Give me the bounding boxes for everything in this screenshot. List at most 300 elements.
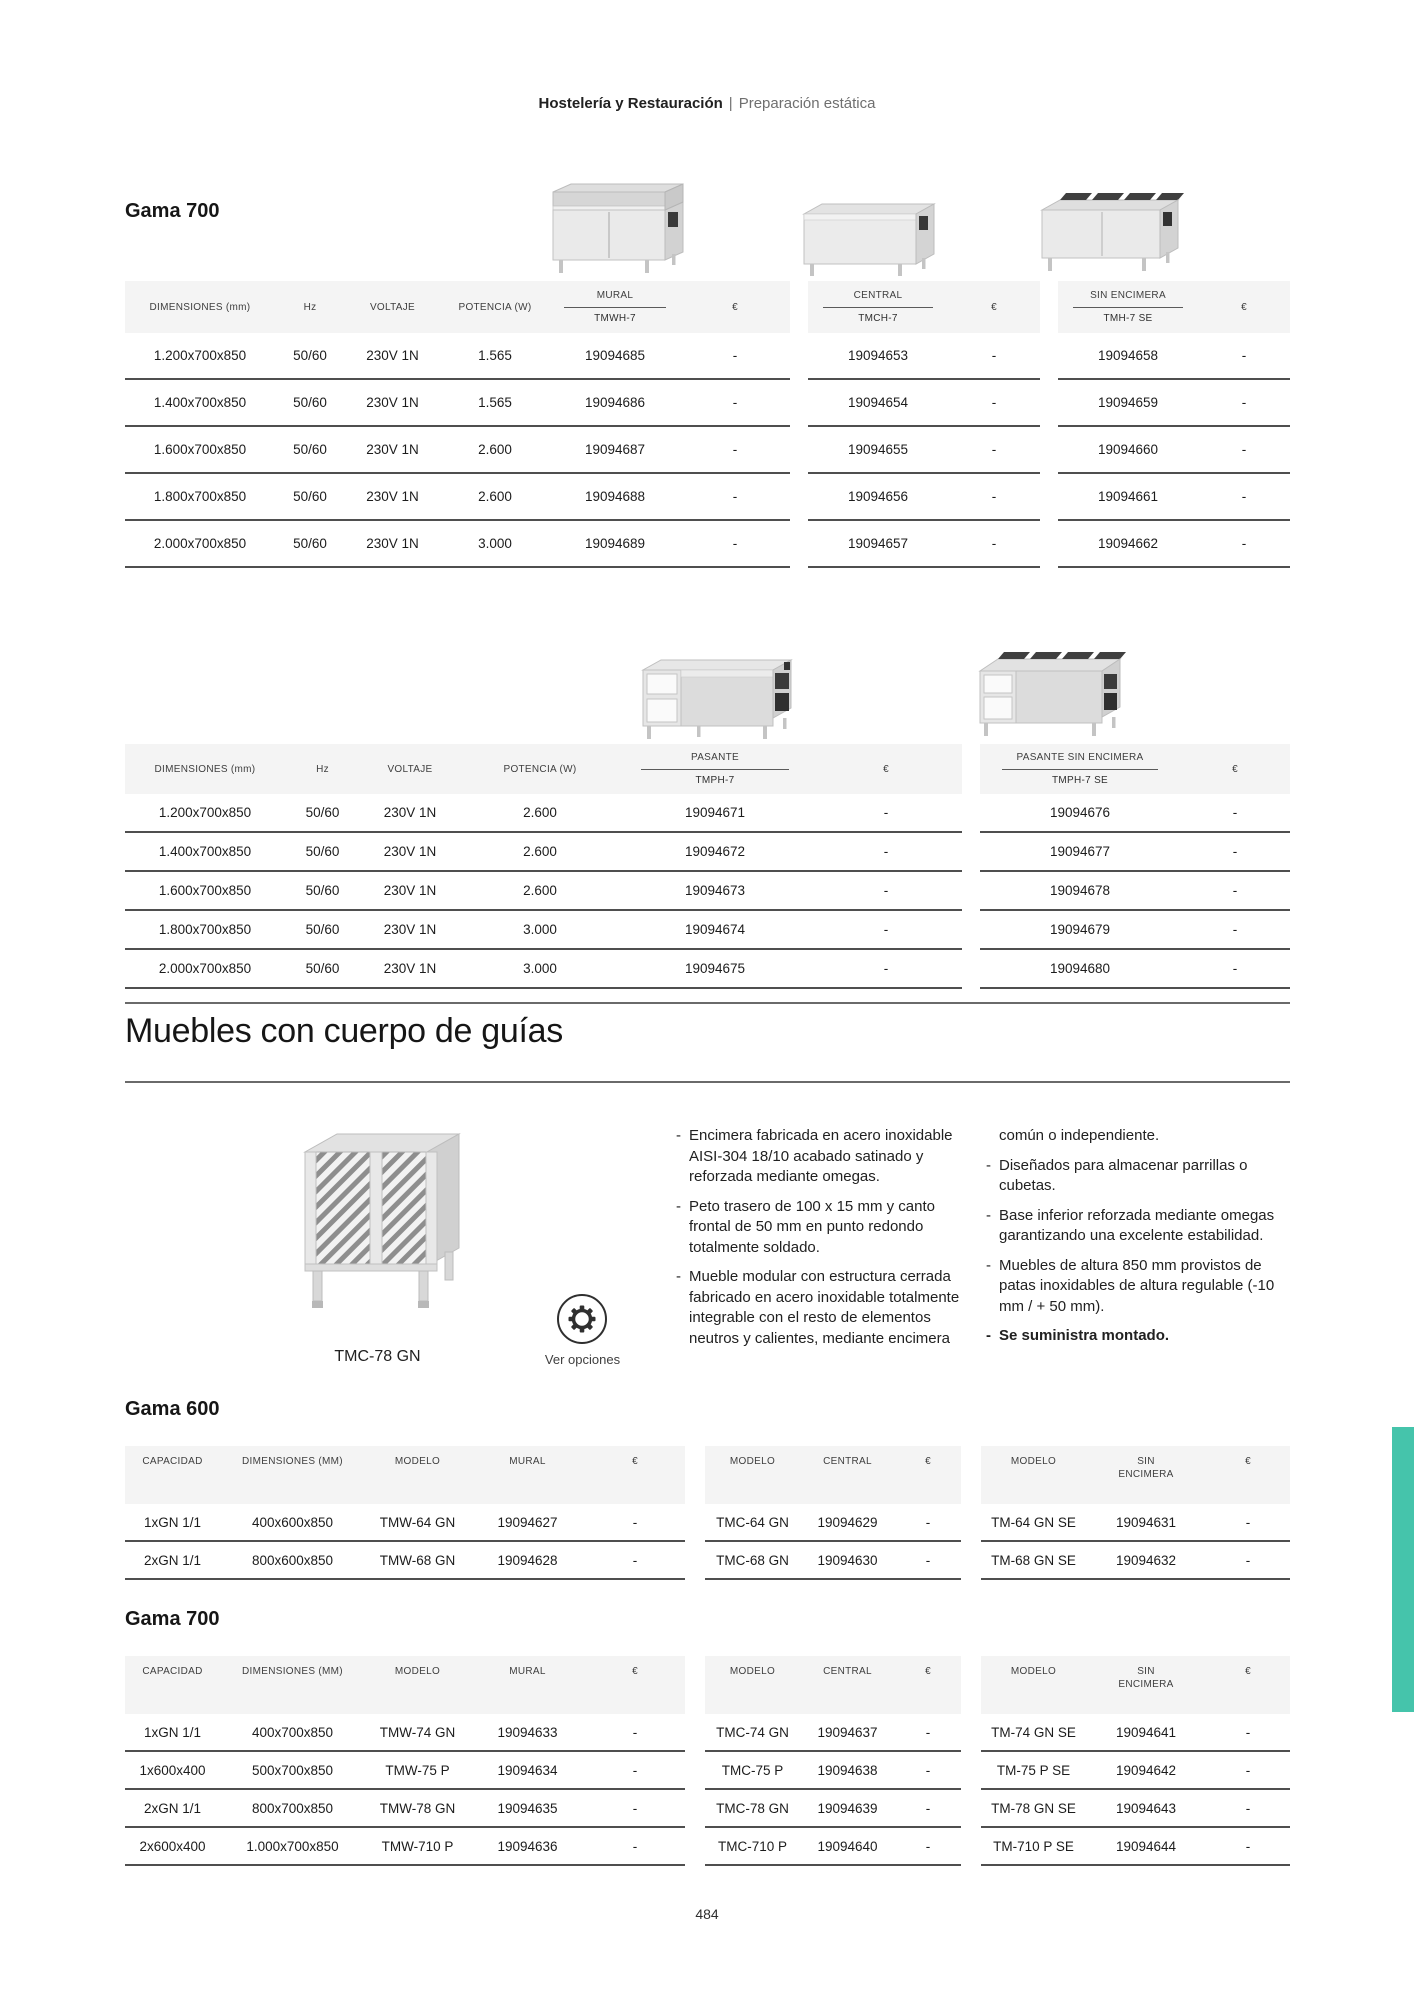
- cell: -: [1241, 348, 1247, 363]
- bullet-dash: -: [986, 1206, 991, 1224]
- cell: -: [1232, 922, 1238, 937]
- col-header-hz: Hz: [316, 763, 329, 775]
- cell: 19094688: [584, 489, 646, 504]
- table-group-mural: [125, 1446, 685, 1580]
- central-cabinet-image: [798, 192, 948, 280]
- cell: -: [1241, 489, 1247, 504]
- col-header-sin-encimera: [1058, 289, 1198, 325]
- table-group-pasante-sin-encimera: [980, 744, 1290, 989]
- table-row: [125, 1752, 685, 1790]
- cell: 230V 1N: [383, 961, 437, 976]
- table-row: [125, 1714, 685, 1752]
- col-header-euro: €: [925, 1666, 931, 1677]
- table-row: [1058, 333, 1290, 380]
- cell: 19094654: [847, 395, 909, 410]
- col-header-modelo: MODELO: [394, 1456, 441, 1467]
- cell: 3.000: [523, 922, 557, 937]
- col-header-mural: [550, 289, 680, 325]
- table-row: [981, 1542, 1290, 1580]
- cell: -: [632, 1762, 638, 1778]
- options-link[interactable]: Ver opciones: [544, 1352, 621, 1367]
- cell: 19094640: [817, 1838, 878, 1854]
- table-gama700-mural: [125, 281, 1290, 568]
- col-header-modelo: MODELO: [394, 1666, 441, 1677]
- header-underline: [641, 769, 789, 770]
- cell: -: [1241, 395, 1247, 410]
- header-underline: [564, 307, 665, 308]
- col-header-euro: €: [991, 301, 997, 313]
- bullet-dash: -: [676, 1268, 681, 1285]
- cell: 19094675: [684, 961, 746, 976]
- col-header-modelo: MODELO: [1010, 1456, 1057, 1467]
- cell: 19094679: [1049, 922, 1111, 937]
- cell: 19094689: [584, 536, 646, 551]
- cell: -: [732, 348, 738, 363]
- table-header-row: [981, 1656, 1290, 1714]
- col-header-central: CENTRAL: [823, 1456, 872, 1467]
- bullet-dash: -: [676, 1127, 681, 1144]
- table-row: [125, 833, 962, 872]
- cell: 2x600x400: [139, 1838, 206, 1854]
- cell: 19094643: [1115, 1800, 1177, 1816]
- cell: TMW-68 GN: [379, 1552, 456, 1568]
- cell: 1.600x700x850: [153, 442, 247, 457]
- cell: 19094636: [497, 1838, 558, 1854]
- cell: 19094632: [1115, 1552, 1177, 1568]
- table-group-specs-mural: [125, 281, 790, 568]
- bullet-dash: -: [676, 1197, 681, 1215]
- cell: 500x700x850: [251, 1762, 334, 1778]
- cell: 19094677: [1049, 844, 1111, 859]
- cell: 19094672: [684, 844, 746, 859]
- cell: 19094676: [1049, 805, 1111, 820]
- cell: 2xGN 1/1: [143, 1552, 202, 1568]
- header-underline: [1073, 307, 1182, 308]
- feature-bullet: [986, 1156, 1286, 1197]
- cell: 19094671: [684, 805, 746, 820]
- cell: 19094673: [684, 883, 746, 898]
- pasante-cabinet-image: [635, 646, 810, 744]
- cell: 2.600: [523, 844, 557, 859]
- feature-bullet: [676, 1126, 968, 1188]
- col-header-voltaje: VOLTAJE: [369, 301, 416, 313]
- bullet-text: Muebles de altura 850 mm provistos de patas inoxidables de altura regulable (-10 mm / + 50 mm).: [999, 1256, 1275, 1315]
- cell: 19094641: [1115, 1724, 1177, 1740]
- breadcrumb-separator: |: [728, 95, 733, 112]
- mural-cabinet-image: [545, 176, 700, 278]
- cell: 2xGN 1/1: [143, 1800, 202, 1816]
- cell: -: [1232, 844, 1238, 859]
- cell: -: [991, 489, 997, 504]
- cell: 230V 1N: [366, 536, 419, 551]
- cell: 19094687: [584, 442, 646, 457]
- cell: -: [1245, 1800, 1251, 1816]
- table-group-sin-encimera: [1058, 281, 1290, 568]
- cell: 19094628: [497, 1552, 558, 1568]
- cell: TMC-78 GN: [716, 1800, 789, 1816]
- cell: 1.400x700x850: [153, 395, 247, 410]
- model-code: TMH-7 SE: [1103, 313, 1153, 324]
- col-header-central: [808, 289, 948, 325]
- cell: -: [925, 1762, 931, 1778]
- cell: -: [732, 489, 738, 504]
- section-title-gama-700: Gama 700: [125, 200, 220, 222]
- cell: TMW-64 GN: [379, 1514, 456, 1530]
- cell: TM-75 P SE: [996, 1762, 1071, 1778]
- cell: -: [1245, 1762, 1251, 1778]
- cell: 19094644: [1115, 1838, 1177, 1854]
- table-row: [980, 950, 1290, 989]
- table-row: [980, 872, 1290, 911]
- col-header-mural: MURAL: [509, 1456, 546, 1467]
- table-row: [808, 380, 1040, 427]
- cell: 19094660: [1097, 442, 1159, 457]
- table-row: [1058, 474, 1290, 521]
- col-header-euro: €: [1245, 1666, 1251, 1677]
- col-header-modelo: MODELO: [729, 1456, 776, 1467]
- table-row: [1058, 380, 1290, 427]
- table-gama700-bottom: [125, 1656, 1290, 1866]
- cell: -: [732, 395, 738, 410]
- col-header-capacidad: CAPACIDAD: [142, 1456, 203, 1467]
- cell: -: [632, 1724, 638, 1740]
- group-label: MURAL: [596, 290, 634, 301]
- breadcrumb: [0, 95, 1414, 112]
- cell: 400x700x850: [251, 1724, 334, 1740]
- col-header-modelo: MODELO: [1010, 1666, 1057, 1677]
- cell: 1.600x700x850: [158, 883, 252, 898]
- col-header-euro: €: [883, 763, 889, 775]
- table-gama600: [125, 1446, 1290, 1580]
- table-row: [705, 1714, 961, 1752]
- table-gama700-pasante: [125, 744, 1290, 989]
- cell: 50/60: [305, 805, 340, 820]
- table-row: [125, 950, 962, 989]
- cell: 19094657: [847, 536, 909, 551]
- table-group-sin-encimera: [981, 1656, 1290, 1866]
- cell: 230V 1N: [366, 489, 419, 504]
- cell: -: [1245, 1838, 1251, 1854]
- cell: -: [925, 1800, 931, 1816]
- cell: TMW-710 P: [381, 1838, 454, 1854]
- divider-line: [125, 1002, 1290, 1004]
- col-header-modelo: MODELO: [729, 1666, 776, 1677]
- cell: 800x700x850: [251, 1800, 334, 1816]
- table-header-row: [705, 1446, 961, 1504]
- table-row: [125, 794, 962, 833]
- cell: 19094638: [817, 1762, 878, 1778]
- cell: 1.400x700x850: [158, 844, 252, 859]
- header-text: SIN ENCIMERA: [1118, 1666, 1174, 1690]
- table-row: [705, 1752, 961, 1790]
- col-header-euro: €: [632, 1456, 638, 1467]
- col-header-dimensiones: DIMENSIONES (MM): [242, 1456, 343, 1467]
- cell: TMW-74 GN: [379, 1724, 456, 1740]
- cell: -: [1245, 1514, 1251, 1530]
- cell: -: [1232, 883, 1238, 898]
- cell: -: [1241, 442, 1247, 457]
- group-label: PASANTE: [690, 752, 740, 763]
- cell: -: [632, 1838, 638, 1854]
- table-header-row: [981, 1446, 1290, 1504]
- cell: 50/60: [293, 442, 327, 457]
- cell: -: [883, 961, 889, 976]
- table-row: [125, 521, 790, 568]
- cell: 19094674: [684, 922, 746, 937]
- bullet-text: Se suministra montado.: [999, 1327, 1170, 1344]
- cell: 230V 1N: [366, 348, 419, 363]
- table-group-central: [808, 281, 1040, 568]
- cell: 19094629: [817, 1514, 878, 1530]
- bullet-continuation: común o independiente.: [999, 1127, 1160, 1144]
- cell: -: [883, 883, 889, 898]
- col-header-potencia: POTENCIA (W): [503, 763, 577, 775]
- table-row: [125, 380, 790, 427]
- cell: 2.000x700x850: [158, 961, 252, 976]
- feature-bullet: [986, 1256, 1286, 1318]
- cell: TM-68 GN SE: [991, 1552, 1076, 1568]
- table-row: [980, 833, 1290, 872]
- group-label: PASANTE SIN ENCIMERA: [1016, 752, 1144, 763]
- cell: 2.600: [478, 489, 512, 504]
- cell: 19094661: [1097, 489, 1159, 504]
- cell: -: [925, 1838, 931, 1854]
- col-header-euro: €: [1241, 301, 1247, 313]
- section-title-gama-700-bottom: Gama 700: [125, 1608, 220, 1630]
- bullet-text: Base inferior reforzada mediante omegas garantizando una excelente estabilidad.: [999, 1206, 1275, 1244]
- bullet-text: Peto trasero de 100 x 15 mm y canto frontal de 50 mm en punto redondo totalmente soldado.: [689, 1197, 935, 1256]
- bullet-dash: -: [986, 1256, 991, 1274]
- cell: 230V 1N: [383, 844, 437, 859]
- table-row: [1058, 521, 1290, 568]
- cell: 19094633: [497, 1724, 558, 1740]
- cell: 230V 1N: [383, 883, 437, 898]
- cell: TMW-78 GN: [379, 1800, 456, 1816]
- bullet-text: Encimera fabricada en acero inoxidable AISI-304 18/10 acabado satinado y reforzada mediante omegas.: [689, 1127, 953, 1185]
- cell: TMC-74 GN: [716, 1724, 789, 1740]
- cell: 1xGN 1/1: [143, 1514, 202, 1530]
- cell: 50/60: [293, 536, 327, 551]
- cell: 1x600x400: [139, 1762, 206, 1778]
- cell: 1.565: [478, 395, 512, 410]
- cell: 19094656: [847, 489, 909, 504]
- feature-bullet: [986, 1206, 1286, 1247]
- table-row: [125, 1542, 685, 1580]
- cell: 1.200x700x850: [153, 348, 247, 363]
- cell: 50/60: [305, 961, 340, 976]
- cell: 230V 1N: [383, 805, 437, 820]
- cell: 1xGN 1/1: [143, 1724, 202, 1740]
- cell: 19094658: [1097, 348, 1159, 363]
- table-row: [808, 474, 1040, 521]
- bullet-text: Mueble modular con estructura cerrada fabricado en acero inoxidable totalmente integrable con el resto de elementos neutros y calientes, mediante encimera: [689, 1268, 960, 1347]
- cell: TMC-68 GN: [716, 1552, 789, 1568]
- col-header-dimensiones: DIMENSIONES (mm): [154, 763, 256, 775]
- table-row: [808, 333, 1040, 380]
- cell: 1.800x700x850: [158, 922, 252, 937]
- col-header-pasante: [620, 751, 810, 787]
- gear-icon[interactable]: [556, 1293, 608, 1345]
- group-label: SIN ENCIMERA: [1090, 290, 1166, 301]
- cell: -: [925, 1724, 931, 1740]
- table-header-row: [705, 1656, 961, 1714]
- cell: 50/60: [305, 883, 340, 898]
- cell: 1.565: [478, 348, 512, 363]
- table-group-specs-pasante: [125, 744, 962, 989]
- table-row: [808, 427, 1040, 474]
- cell: -: [1245, 1724, 1251, 1740]
- edge-accent-bar: [1392, 1427, 1414, 1712]
- cell: -: [883, 844, 889, 859]
- features-column-2: [986, 1126, 1286, 1356]
- cell: 19094634: [497, 1762, 558, 1778]
- cell: TMC-64 GN: [716, 1514, 789, 1530]
- col-header-sin-encimera: [1086, 1656, 1206, 1691]
- cell: -: [632, 1514, 638, 1530]
- cell: 19094639: [817, 1800, 878, 1816]
- table-row: [125, 1790, 685, 1828]
- bullet-text: Diseñados para almacenar parrillas o cubetas.: [999, 1156, 1248, 1194]
- table-row: [1058, 427, 1290, 474]
- feature-bullet-bold: [986, 1326, 1286, 1347]
- cell: 50/60: [293, 489, 327, 504]
- breadcrumb-subsection: Preparación estática: [738, 95, 876, 112]
- table-row: [125, 333, 790, 380]
- bullet-dash: -: [986, 1327, 991, 1344]
- col-header-euro: €: [632, 1666, 638, 1677]
- col-header-euro: €: [732, 301, 738, 313]
- product-label: TMC-78 GN: [334, 1348, 421, 1365]
- cell: -: [925, 1514, 931, 1530]
- col-header-mural: MURAL: [509, 1666, 546, 1677]
- features-column-1: [676, 1126, 968, 1358]
- cell: -: [632, 1800, 638, 1816]
- table-header-row: [1058, 281, 1290, 333]
- cell: 230V 1N: [366, 442, 419, 457]
- table-row: [705, 1790, 961, 1828]
- cell: 3.000: [523, 961, 557, 976]
- model-code: TMPH-7 SE: [1051, 775, 1109, 786]
- cell: 400x600x850: [251, 1514, 334, 1530]
- col-header-hz: Hz: [303, 301, 317, 313]
- cell: -: [1232, 961, 1238, 976]
- col-header-sin-encimera: [1086, 1446, 1206, 1481]
- cell: 19094635: [497, 1800, 558, 1816]
- table-row: [980, 794, 1290, 833]
- cell: TMW-75 P: [385, 1762, 450, 1778]
- breadcrumb-section: Hostelería y Restauración: [538, 95, 723, 112]
- cell: -: [1241, 536, 1247, 551]
- col-header-dimensiones: DIMENSIONES (MM): [242, 1666, 343, 1677]
- cell: 2.600: [478, 442, 512, 457]
- cell: 19094685: [584, 348, 646, 363]
- table-row: [980, 911, 1290, 950]
- cell: 2.600: [523, 805, 557, 820]
- table-row: [981, 1504, 1290, 1542]
- table-row: [981, 1828, 1290, 1866]
- feature-bullet: [676, 1197, 968, 1259]
- cell: 19094627: [497, 1514, 558, 1530]
- header-underline: [1002, 769, 1158, 770]
- cell: -: [925, 1552, 931, 1568]
- cell: 1.800x700x850: [153, 489, 247, 504]
- table-group-central: [705, 1446, 961, 1580]
- cell: -: [991, 536, 997, 551]
- cell: TM-710 P SE: [993, 1838, 1074, 1854]
- cell: -: [991, 395, 997, 410]
- cell: -: [883, 922, 889, 937]
- model-code: TMCH-7: [858, 313, 898, 324]
- table-group-mural: [125, 1656, 685, 1866]
- cell: 19094653: [847, 348, 909, 363]
- col-header-dimensiones: DIMENSIONES (mm): [149, 301, 251, 313]
- divider-line: [125, 1081, 1290, 1083]
- table-row: [981, 1790, 1290, 1828]
- table-header-row: [125, 1656, 685, 1714]
- col-header-euro: €: [1245, 1456, 1251, 1467]
- cell: 19094686: [584, 395, 646, 410]
- cell: 19094659: [1097, 395, 1159, 410]
- pasante-sin-encimera-cabinet-image: [972, 641, 1137, 744]
- cell: 230V 1N: [383, 922, 437, 937]
- table-row: [125, 1828, 685, 1866]
- cell: 19094655: [847, 442, 909, 457]
- cell: 1.000x700x850: [246, 1838, 339, 1854]
- cell: -: [991, 348, 997, 363]
- cell: TMC-75 P: [721, 1762, 784, 1778]
- cell: TM-78 GN SE: [991, 1800, 1076, 1816]
- table-row: [125, 474, 790, 521]
- cell: 50/60: [293, 348, 327, 363]
- col-header-potencia: POTENCIA (W): [458, 301, 532, 313]
- cell: -: [991, 442, 997, 457]
- cell: -: [1232, 805, 1238, 820]
- cell: TMC-710 P: [717, 1838, 788, 1854]
- col-header-euro: €: [925, 1456, 931, 1467]
- cell: 50/60: [305, 844, 340, 859]
- group-label: CENTRAL: [853, 290, 903, 301]
- col-header-capacidad: CAPACIDAD: [142, 1666, 203, 1677]
- cell: 19094642: [1115, 1762, 1177, 1778]
- table-row: [981, 1714, 1290, 1752]
- sin-encimera-cabinet-image: [1036, 184, 1201, 280]
- feature-bullet: [676, 1267, 968, 1349]
- col-header-pasante-sin-encimera: [980, 751, 1180, 787]
- cell: 50/60: [293, 395, 327, 410]
- tmc-78-gn-product-image: [275, 1120, 480, 1335]
- cell: 19094680: [1049, 961, 1111, 976]
- cell: 800x600x850: [251, 1552, 334, 1568]
- table-row: [125, 911, 962, 950]
- header-text: SIN ENCIMERA: [1118, 1456, 1174, 1480]
- cell: 3.000: [478, 536, 512, 551]
- table-header-row: [125, 744, 962, 794]
- table-header-row: [808, 281, 1040, 333]
- cell: TM-74 GN SE: [991, 1724, 1076, 1740]
- cell: -: [1245, 1552, 1251, 1568]
- cell: -: [632, 1552, 638, 1568]
- cell: 19094678: [1049, 883, 1111, 898]
- cell: 2.000x700x850: [153, 536, 247, 551]
- cell: 230V 1N: [366, 395, 419, 410]
- cell: -: [732, 442, 738, 457]
- page-number: 484: [695, 1906, 719, 1922]
- header-underline: [823, 307, 932, 308]
- section-title-muebles: Muebles con cuerpo de guías: [125, 1012, 563, 1050]
- col-header-central: CENTRAL: [823, 1666, 872, 1677]
- table-header-row: [125, 1446, 685, 1504]
- bullet-dash: -: [986, 1156, 991, 1174]
